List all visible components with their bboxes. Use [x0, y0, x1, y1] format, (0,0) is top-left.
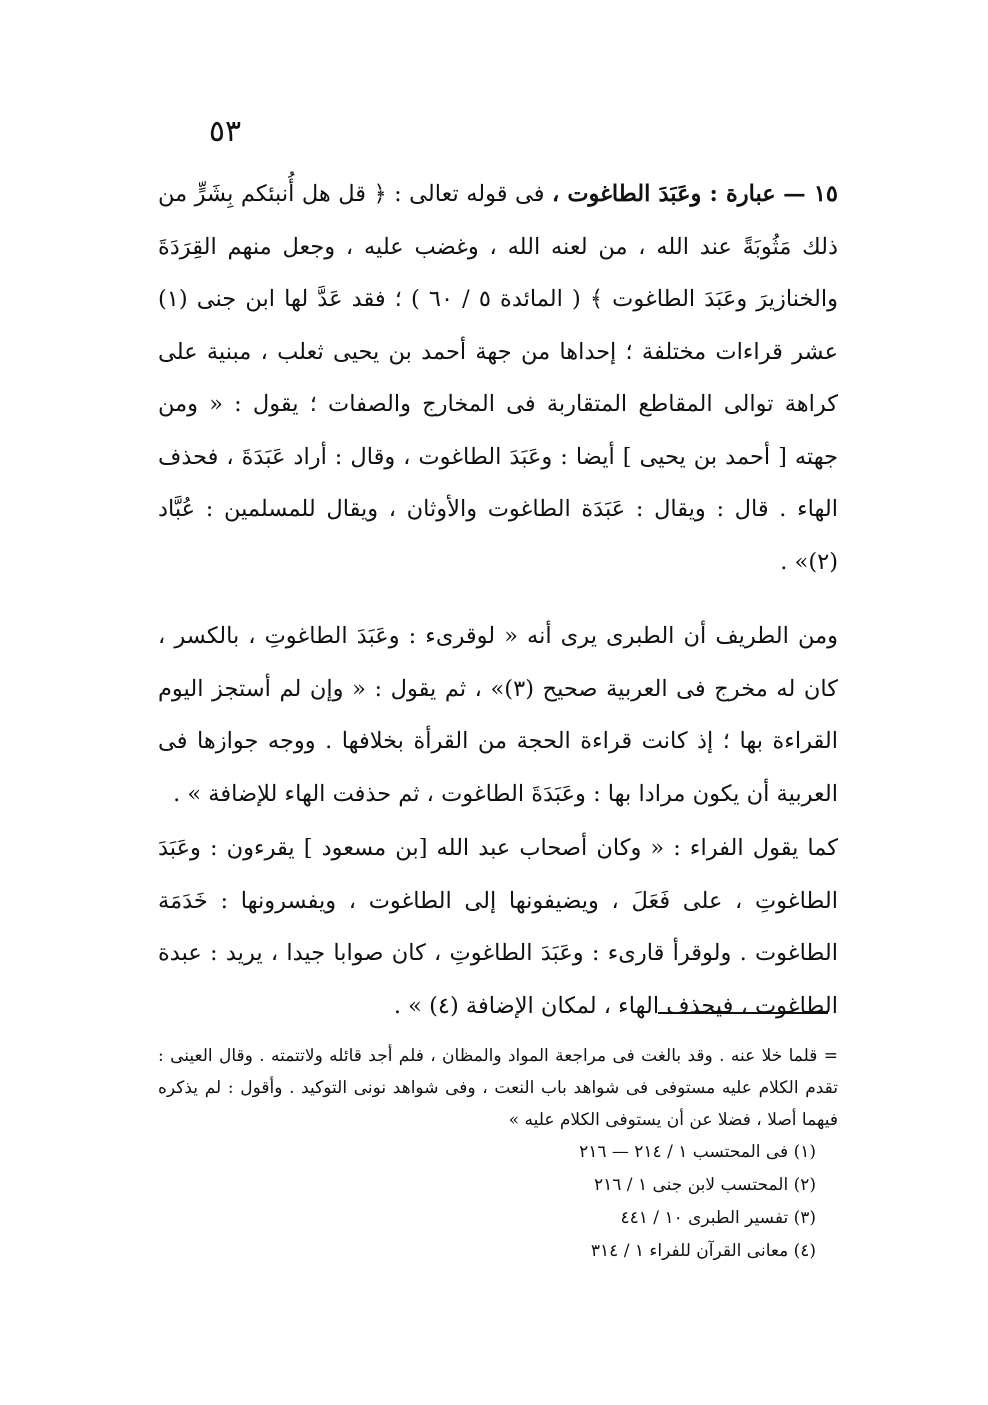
footnote-item: (٤) معانى القرآن للفراء ١ / ٣١٤ [590, 1241, 816, 1261]
footnote-divider [658, 1012, 828, 1014]
footnote-continuation: = قلما خلا عنه . وقد بالغت فى مراجعة المواد والمظان ، فلم أجد قائله ولاتتمته . وقال العينى : تقدم الكلام عليه مستوفى فى شواهد باب النعت ، وفى شواهد نونى التوكيد . وأقول : لم يذكره فيهما أصلا ، فضلا عن أن يستوفى الكلام عليه » [158, 1046, 838, 1130]
paragraph-1 [158, 168, 838, 588]
section-number: ١٥ — [783, 181, 838, 207]
footnote-item: (٢) المحتسب لابن جنى ١ / ٢١٦ [594, 1175, 816, 1195]
paragraph-2: ومن الطريف أن الطبرى يرى أنه « لوقرىء : وعَبَدَ الطاغوتِ ، بالكسر ، كان له مخرج فى العربية صحيح (٣)» ، ثم يقول : « وإن لم أستجز اليوم القراءة بها ؛ إذ كانت قراءة الحجة من القرأة بخلافها . ووجه جوازها فى العربية أن يكون مرادا بها : وعَبَدَةَ الطاغوت ، ثم حذفت الهاء للإضافة » . [158, 623, 838, 807]
section-heading: عبارة : وعَبَدَ الطاغوت ، [551, 181, 776, 207]
paragraph-1-text: فى قوله تعالى : ﴿ قل هل أُنبئكم بِشَرٍّ من ذلك مَثُوبَةً عند الله ، من لعنه الله ، وغضب عليه ، وجعل منهم القِرَدَةَ والخنازيرَ وعَبَدَ الطاغوت ﴾ ( المائدة ٥ / ٦٠ ) ؛ فقد عَدَّ لها ابن جنى (١) عشر قراءات مختلفة ؛ إحداها من جهة أحمد بن يحيى ثعلب ، مبنية على كراهة توالى المقاطع المتقاربة فى المخارج والصفات ؛ يقول : « ومن جهته [ أحمد بن يحيى ] أيضا : وعَبَدَ الطاغوت ، وقال : أراد عَبَدَةَ ، فحذف الهاء . قال : ويقال : عَبَدَة الطاغوت والأوثان ، ويقال للمسلمين : عُبَّاد (٢)» . [158, 181, 838, 575]
paragraph-3: كما يقول الفراء : « وكان أصحاب عبد الله [بن مسعود ] يقرءون : وعَبَدَ الطاغوتِ ، على فَعَلَ ، ويضيفونها إلى الطاغوت ، ويفسرونها : خَدَمَة الطاغوت . ولوقرأ قارىء : وعَبَدَ الطاغوتِ ، كان صوابا جيدا ، يريد : عبدة الطاغوت ، فيحذف الهاء ، لمكان الإضافة (٤) » . [158, 835, 838, 1019]
footnote-item: (١) فى المحتسب ١ / ٢١٤ — ٢١٦ [579, 1142, 816, 1162]
footnotes [158, 1040, 838, 1268]
footnote-item: (٣) تفسير الطبرى ١٠ / ٤٤١ [620, 1208, 816, 1228]
main-text [158, 168, 838, 1032]
footnote-list [158, 1136, 838, 1268]
page-number: ٥٣ [208, 114, 242, 149]
